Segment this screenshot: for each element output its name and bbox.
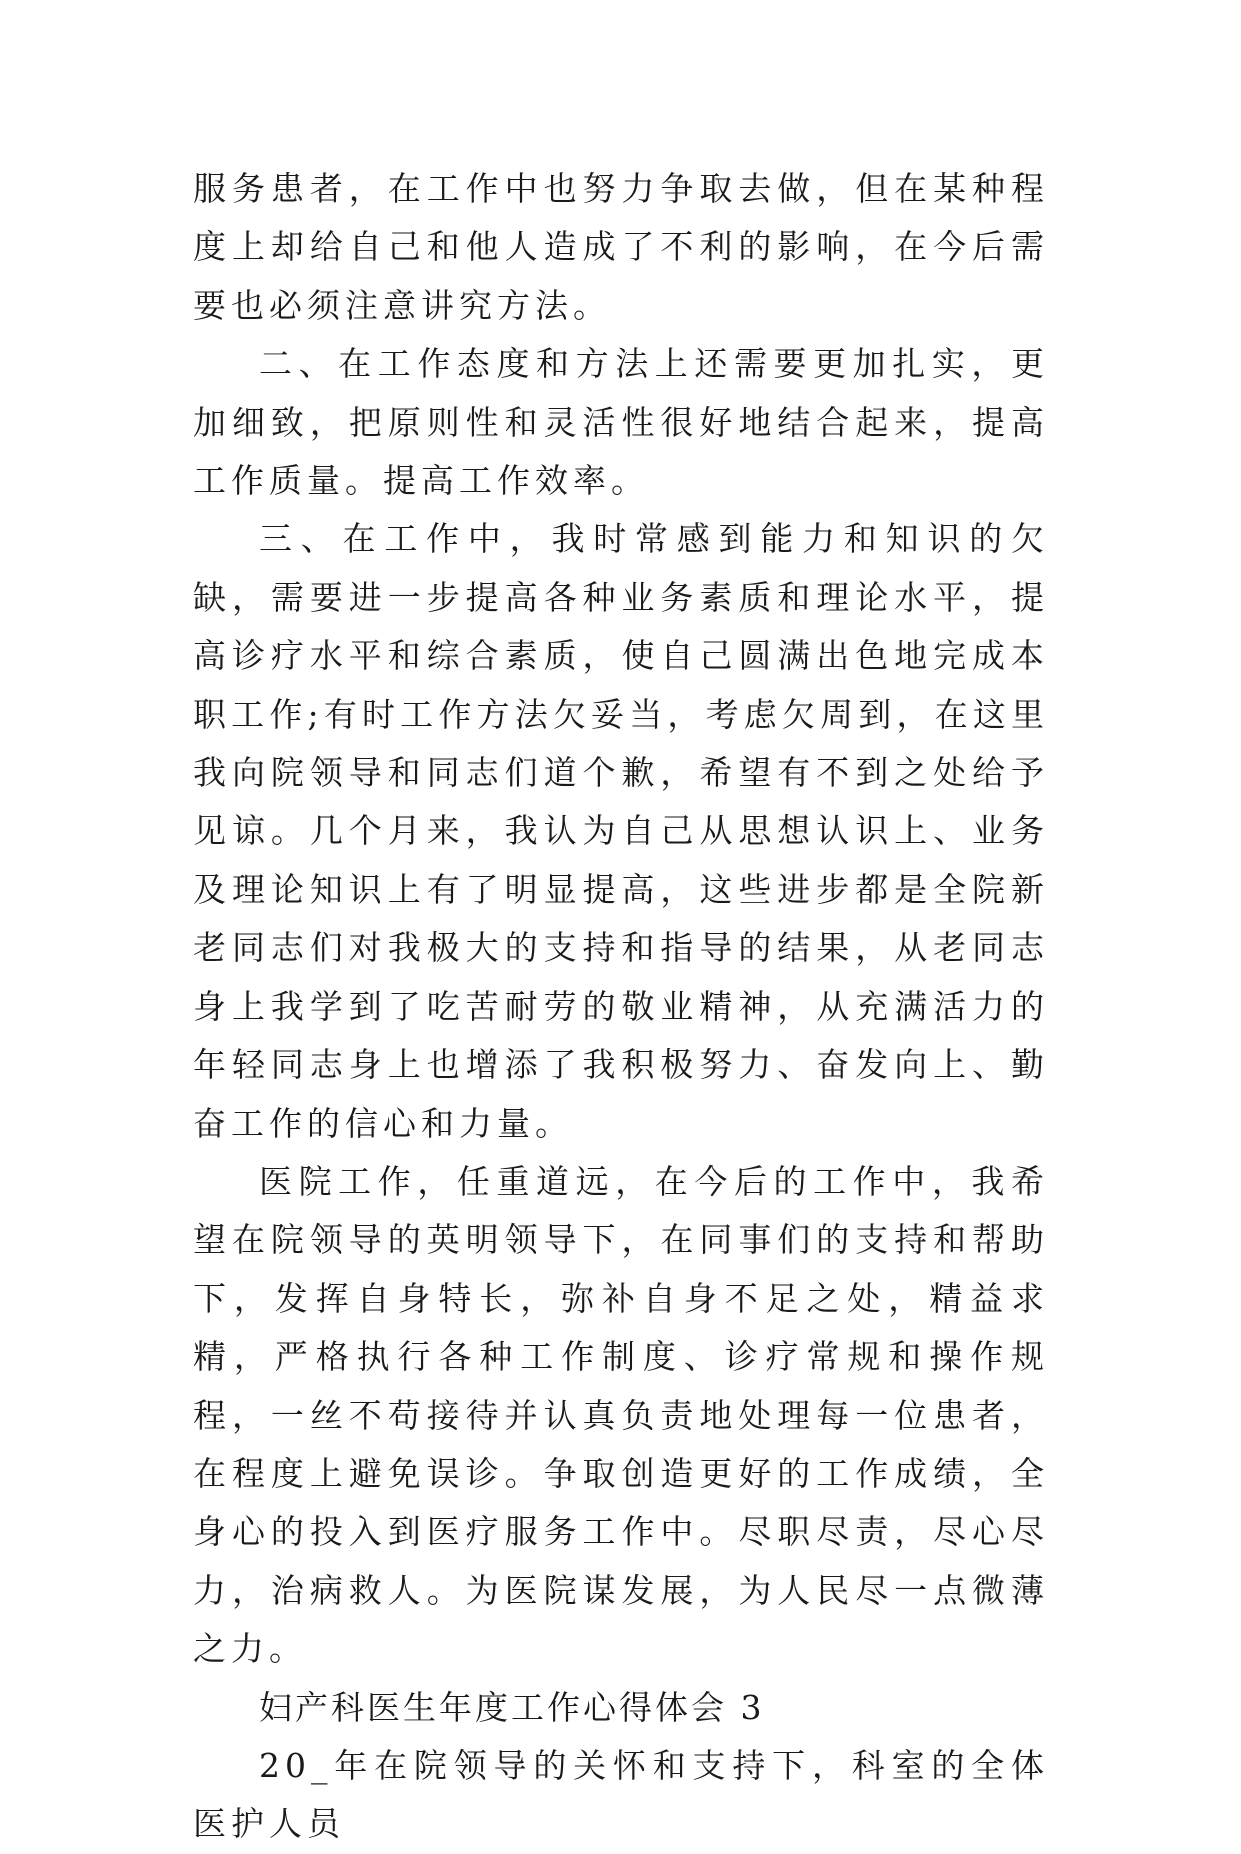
paragraph-final: 20_年在院领导的关怀和支持下，科室的全体医护人员 xyxy=(193,1745,1049,1844)
paragraph-continued: 服务患者，在工作中也努力争取去做，但在某种程度上却给自己和他人造成了不利的影响，在今后需要也必须注意讲究方法。 xyxy=(193,169,1049,325)
section-heading: 妇产科医生年度工作心得体会 3 xyxy=(259,1687,765,1727)
paragraph-point-three: 三、在工作中，我时常感到能力和知识的欠缺，需要进一步提高各种业务素质和理论水平，提高诊疗水平和综合素质，使自己圆满出色地完成本职工作;有时工作方法欠妥当，考虑欠周到，在这里我向院领导和同志们道个歉，希望有不到之处给予见谅。几个月来，我认为自己从思想认识上、业务及理论知识上有了明显提高，这些进步都是全院新老同志们对我极大的支持和指导的结果，从老同志身上我学到了吃苦耐劳的敬业精神，从充满活力的年轻同志身上也增添了我积极努力、奋发向上、勤奋工作的信心和力量。 xyxy=(193,519,1049,1143)
paragraph-hospital-work: 医院工作，任重道远，在今后的工作中，我希望在院领导的英明领导下，在同事们的支持和帮助下，发挥自身特长，弥补自身不足之处，精益求精，严格执行各种工作制度、诊疗常规和操作规程，一丝不苟接待并认真负责地处理每一位患者，在程度上避免误诊。争取创造更好的工作成绩，全身心的投入到医疗服务工作中。尽职尽责，尽心尽力，治病救人。为医院谋发展，为人民尽一点微薄之力。 xyxy=(193,1161,1049,1669)
paragraph-point-two: 二、在工作态度和方法上还需要更加扎实，更加细致，把原则性和灵活性很好地结合起来，提高工作质量。提高工作效率。 xyxy=(193,344,1049,501)
document-body xyxy=(193,160,1049,1854)
